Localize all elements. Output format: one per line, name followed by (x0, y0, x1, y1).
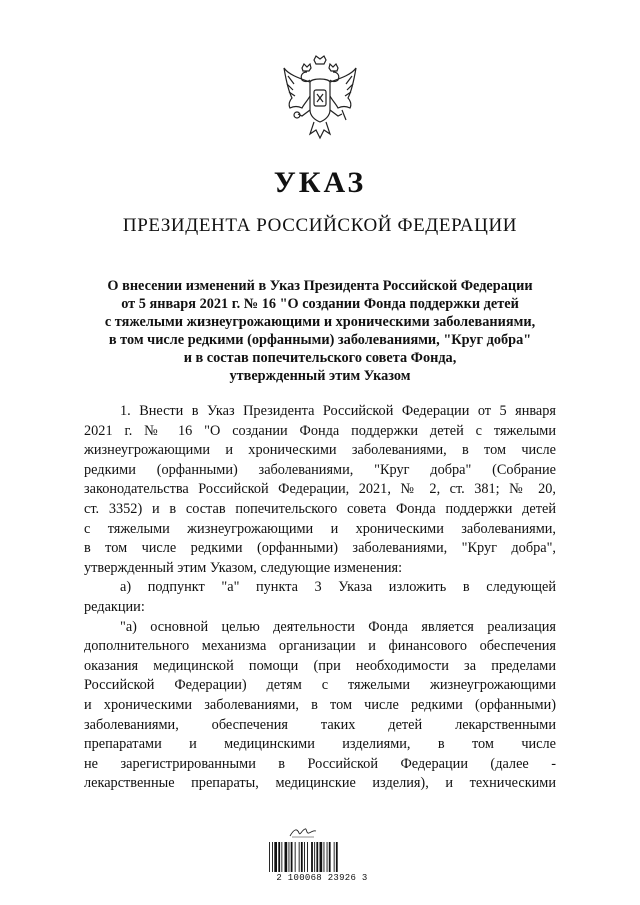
heading-line: О внесении изменений в Указ Президента Российской Федерации (107, 278, 533, 294)
body-line: лекарственные препараты, медицинские изделия), и техническими (84, 775, 556, 792)
body-line: а) подпункт "а" пункта 3 Указа изложить в следующей (120, 579, 556, 596)
body-line: заболеваниями, обеспечения таких детей лекарственными (84, 716, 556, 733)
body-line: и хроническими заболеваниями, в том числе редкими (орфанными) (84, 696, 556, 713)
heading-line: в том числе редкими (орфанными) заболеваниями, "Круг добра" (108, 331, 532, 348)
heading-line: от 5 января 2021 г. № 16 "О создании Фонда поддержки детей (121, 295, 519, 312)
heading-line: с тяжелыми жизнеугрожающими и хроническими заболеваниями, (104, 313, 536, 330)
body-line: дополнительного механизма организации и финансового обеспечения (84, 638, 556, 655)
body-line: в том числе редкими (орфанными) заболеваниями, "Круг добра", (84, 540, 556, 557)
body-line: редкими (орфанными) заболеваниями, "Круг добра" (Собрание (84, 461, 556, 478)
body-line: ст. 3352) и в состав попечительского совета Фонда поддержки детей (84, 500, 556, 517)
decree-body (84, 402, 556, 794)
signature-icon (288, 825, 318, 839)
coat-of-arms-icon (280, 54, 360, 144)
body-line: не зарегистрированными в Российской Федерации (далее - (84, 755, 556, 772)
body-line: утвержденный этим Указом, следующие изменения: (84, 559, 403, 576)
decree-heading (60, 278, 580, 385)
body-line: "а) основной целью деятельности Фонда является реализация (120, 618, 556, 635)
document-subtitle: ПРЕЗИДЕНТА РОССИЙСКОЙ ФЕДЕРАЦИИ (122, 215, 518, 236)
body-line: редакции: (84, 598, 145, 615)
document-title: УКАЗ (273, 166, 367, 199)
body-line: оказания медицинской помощи (при необходимости за пределами (84, 657, 556, 674)
barcode-number: 2 100068 23926 3 (276, 873, 368, 883)
body-line: законодательства Российской Федерации, 2021, № 2, ст. 381; № 20, (84, 481, 556, 498)
barcode-icon (268, 842, 368, 872)
body-line: 1. Внести в Указ Президента Российской Федерации от 5 января (120, 403, 556, 419)
heading-line: утвержденный этим Указом (229, 367, 411, 384)
body-line: с тяжелыми жизнеугрожающими и хроническими заболеваниями, (84, 520, 556, 537)
body-line: 2021 г. № 16 "О создании Фонда поддержки детей с тяжелыми (84, 422, 556, 439)
body-line: препаратами и медицинскими изделиями, в том числе (84, 736, 556, 753)
body-line: жизнеугрожающими и хроническими заболеваниями, в том числе (84, 442, 556, 459)
heading-line: и в состав попечительского совета Фонда, (183, 349, 457, 366)
body-line: Российской Федерации) детям с тяжелыми жизнеугрожающими (84, 677, 556, 694)
